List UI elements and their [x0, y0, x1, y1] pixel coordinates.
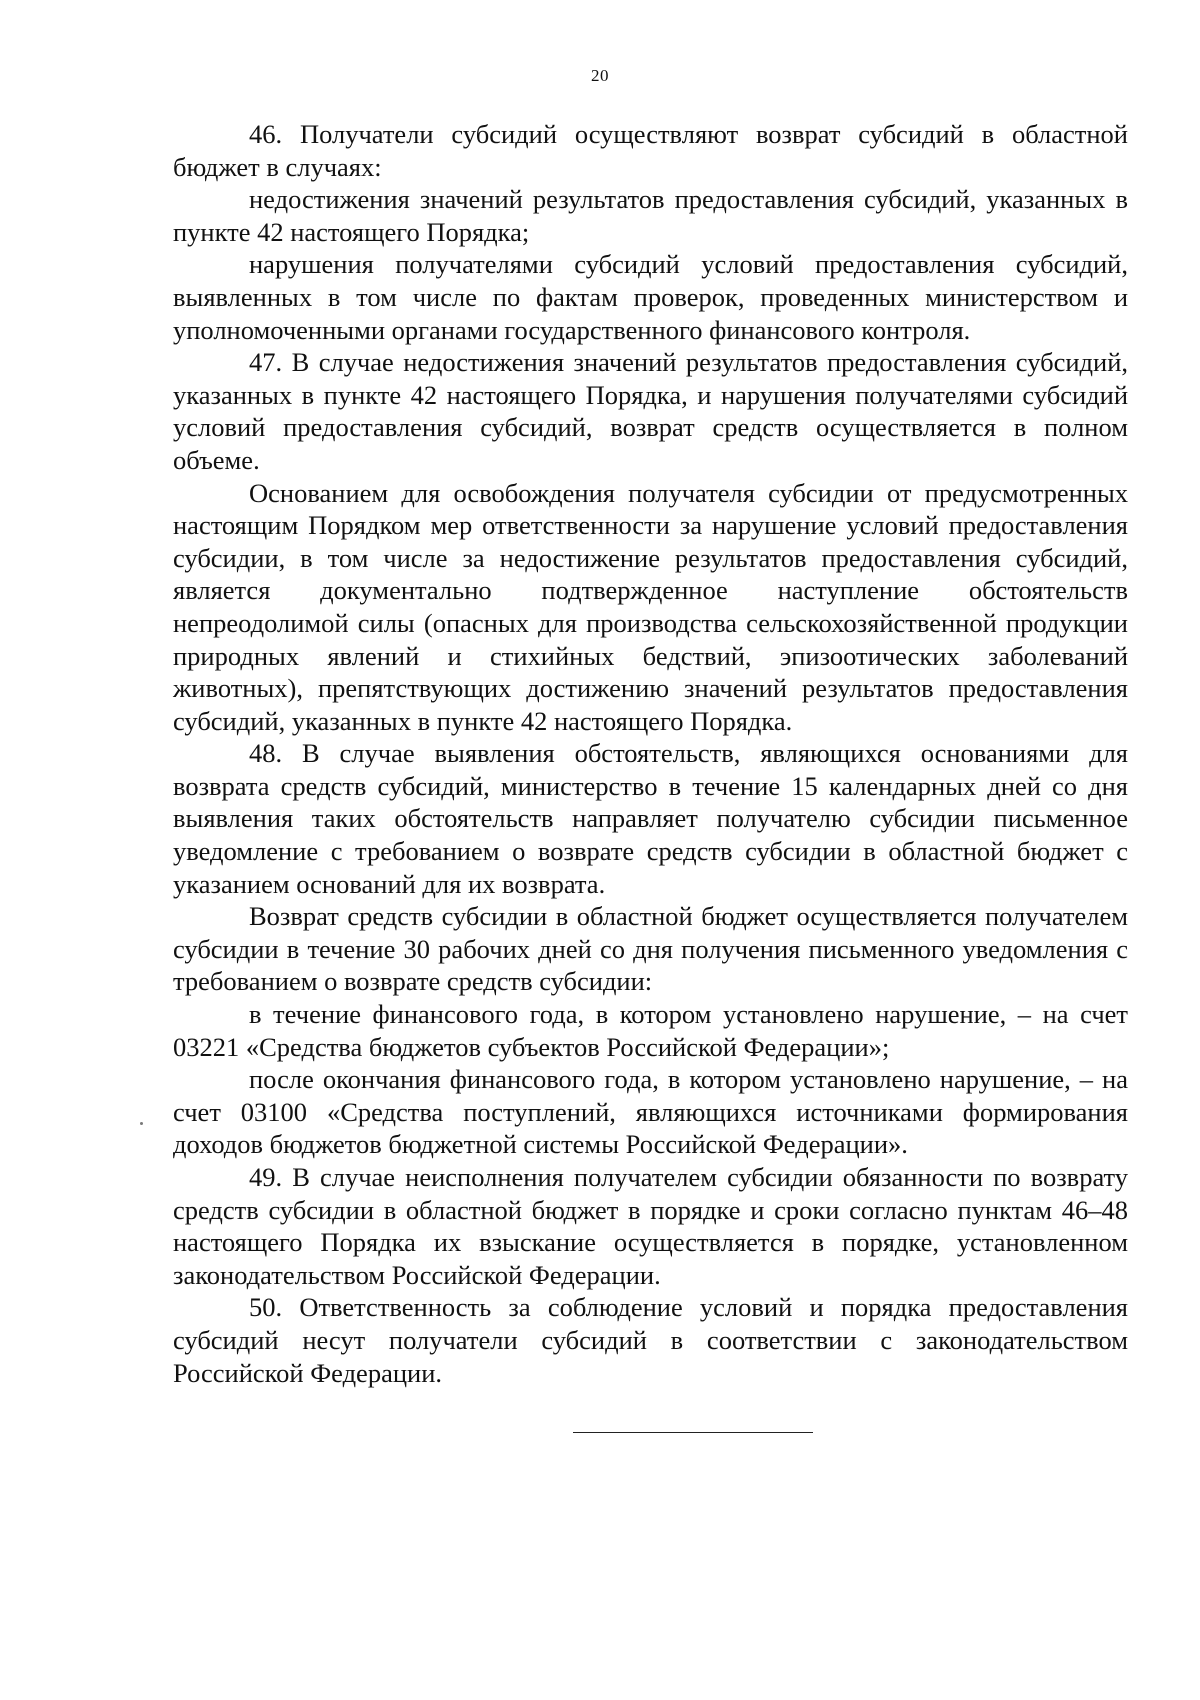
end-divider — [573, 1432, 813, 1433]
paragraph-46: 46. Получатели субсидий осуществляют возврат субсидий в областной бюджет в случаях: — [173, 119, 1128, 182]
paragraph-46-case-2: нарушения получателями субсидий условий предоставления субсидий, выявленных в том числе по фактам проверок, проведенных министерством и уполномоченными органами государственного финансового контроля. — [173, 249, 1128, 345]
paragraph-48-account-current-year: в течение финансового года, в котором установлено нарушение, – на счет 03221 «Средства бюджетов субъектов Российской Федерации»; — [173, 999, 1128, 1062]
paragraph-47: 47. В случае недостижения значений результатов предоставления субсидий, указанных в пункте 42 настоящего Порядка, и нарушения получателями субсидий условий предоставления субсидий, возврат средств осуществляется в полном объеме. — [173, 347, 1128, 475]
paragraph-48-return: Возврат средств субсидии в областной бюджет осуществляется получателем субсидии в течение 30 рабочих дней со дня получения письменного уведомления с требованием о возврате средств субсидии: — [173, 901, 1128, 997]
paragraph-46-case-1: недостижения значений результатов предоставления субсидий, указанных в пункте 42 настоящего Порядка; — [173, 184, 1128, 247]
page-number: 20 — [591, 66, 609, 85]
paragraph-48: 48. В случае выявления обстоятельств, являющихся основаниями для возврата средств субсидий, министерство в течение 15 календарных дней со дня выявления таких обстоятельств направляет получателю субсидии письменное уведомление с требованием о возврате средств субсидии в областной бюджет с указанием оснований для их возврата. — [173, 738, 1128, 899]
paragraph-48-account-after-year: после окончания финансового года, в котором установлено нарушение, – на счет 03100 «Средства поступлений, являющихся источниками формирования доходов бюджетов бюджетной системы Российской Федерации». — [173, 1064, 1128, 1160]
paragraph-50: 50. Ответственность за соблюдение условий и порядка предоставления субсидий несут получатели субсидий в соответствии с законодательством Российской Федерации. — [173, 1292, 1128, 1388]
paragraph-47-exemption: Основанием для освобождения получателя субсидии от предусмотренных настоящим Порядком мер ответственности за нарушение условий предоставления субсидии, в том числе за недостижение результатов предоставления субсидий, является документально подтвержденное наступление обстоятельств непреодолимой силы (опасных для производства сельскохозяйственной продукции природных явлений и стихийных бедствий, эпизоотических заболеваний животных), препятствующих достижению значений результатов предоставления субсидий, указанных в пункте 42 настоящего Порядка. — [173, 477, 1128, 736]
scan-speck — [140, 1122, 143, 1125]
document-body — [173, 118, 1128, 1389]
paragraph-49: 49. В случае неисполнения получателем субсидии обязанности по возврату средств субсидии в областной бюджет в порядке и сроки согласно пунктам 46–48 настоящего Порядка их взыскание осуществляется в порядке, установленном законодательством Российской Федерации. — [173, 1162, 1128, 1290]
